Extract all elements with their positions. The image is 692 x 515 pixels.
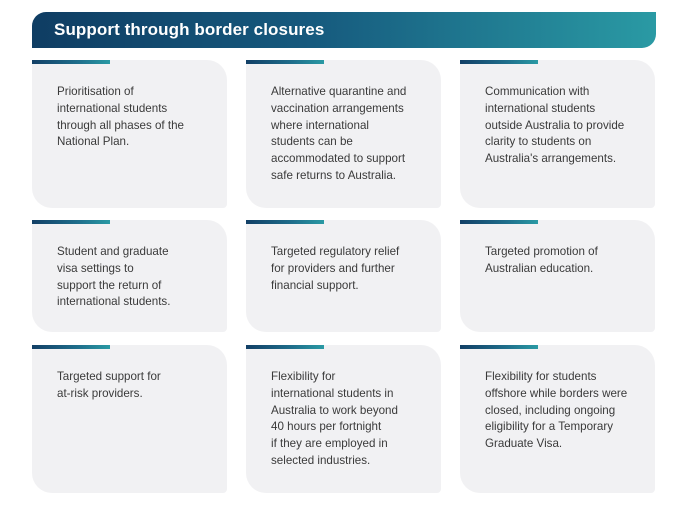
support-card-visa-settings [32, 220, 227, 332]
support-card-at-risk-providers [32, 345, 227, 493]
section-header-banner [32, 12, 656, 48]
card-text: Flexibility for international students in Australia to work beyond 40 hours per fortnight if they are employed in selected industries. [271, 370, 398, 467]
card-accent-bar [460, 60, 538, 64]
card-accent-bar [32, 220, 110, 224]
support-card-work-hours [246, 345, 441, 493]
card-text: Flexibility for students offshore while borders were closed, including ongoing eligibility for a Temporary Graduate Visa. [485, 370, 628, 451]
card-text: Prioritisation of international students through all phases of the National Plan. [57, 85, 184, 149]
card-text: Targeted promotion of Australian education. [485, 245, 598, 275]
card-text: Targeted regulatory relief for providers and further financial support. [271, 245, 400, 292]
card-text: Communication with international students outside Australia to provide clarity to students on Australia's arrangements. [485, 85, 625, 166]
card-accent-bar [32, 345, 110, 349]
support-card-communication [460, 60, 655, 208]
card-accent-bar [246, 60, 324, 64]
card-accent-bar [246, 220, 324, 224]
support-card-promotion [460, 220, 655, 332]
support-card-regulatory-relief [246, 220, 441, 332]
card-text: Targeted support for at-risk providers. [57, 370, 161, 400]
card-text: Student and graduate visa settings to support the return of international students. [57, 245, 171, 309]
card-accent-bar [246, 345, 324, 349]
support-card-offshore-flexibility [460, 345, 655, 493]
card-accent-bar [32, 60, 110, 64]
card-accent-bar [460, 345, 538, 349]
section-title: Support through border closures [54, 20, 325, 39]
card-text: Alternative quarantine and vaccination arrangements where international students can be accommodated to support safe returns to Australia. [271, 85, 407, 182]
support-card-prioritisation [32, 60, 227, 208]
card-accent-bar [460, 220, 538, 224]
support-card-quarantine [246, 60, 441, 208]
